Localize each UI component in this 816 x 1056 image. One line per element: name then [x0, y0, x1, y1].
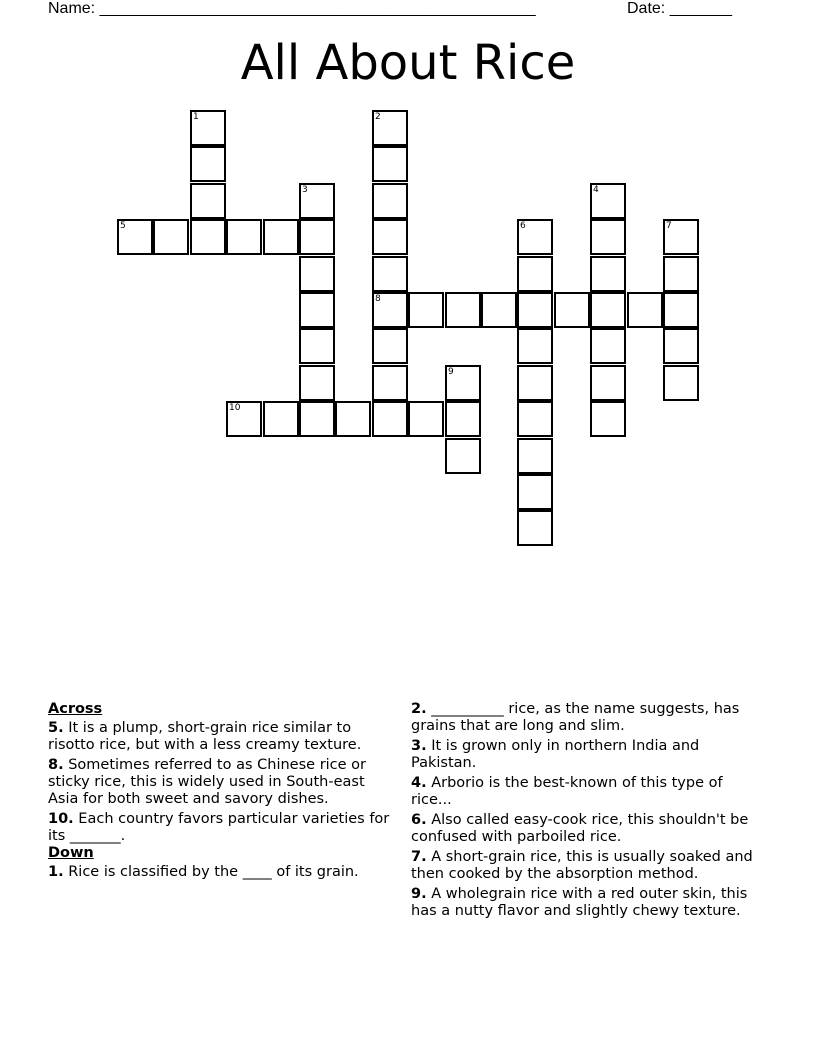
clue-text: Rice is classified by the ____ of its grain. [68, 864, 359, 880]
clue-number-label: 5 [120, 221, 126, 231]
crossword-cell[interactable] [263, 401, 299, 437]
crossword-cell[interactable] [590, 256, 626, 292]
crossword-cell[interactable] [117, 219, 153, 255]
clue-number-label: 6 [520, 221, 526, 231]
clue-text: A wholegrain rice with a red outer skin, this has a nutty flavor and slightly chewy texture. [411, 886, 748, 919]
crossword-cell[interactable] [372, 292, 408, 328]
crossword-cell[interactable] [226, 219, 262, 255]
crossword-cell[interactable] [445, 438, 481, 474]
crossword-cell[interactable] [372, 328, 408, 364]
clue-number: 6. [411, 812, 427, 828]
clue-number: 5. [48, 720, 64, 736]
clue-number: 2. [411, 701, 427, 717]
clue-number: 1. [48, 864, 64, 880]
clue-down [411, 849, 767, 883]
crossword-cell[interactable] [372, 146, 408, 182]
clue-down [48, 864, 398, 881]
clue-number: 7. [411, 849, 427, 865]
crossword-cell[interactable] [372, 401, 408, 437]
crossword-cell[interactable] [299, 328, 335, 364]
crossword-cell[interactable] [517, 219, 553, 255]
crossword-cell[interactable] [517, 365, 553, 401]
clue-text: It is a plump, short-grain rice similar to risotto rice, but with a less creamy texture. [48, 720, 362, 753]
crossword-cell[interactable] [517, 328, 553, 364]
crossword-cell[interactable] [663, 328, 699, 364]
clue-number-label: 9 [448, 367, 454, 377]
crossword-cell[interactable] [299, 183, 335, 219]
crossword-cell[interactable] [590, 328, 626, 364]
crossword-cell[interactable] [190, 146, 226, 182]
clue-across [48, 811, 398, 845]
crossword-cell[interactable] [190, 183, 226, 219]
clue-number: 3. [411, 738, 427, 754]
clues-left-column [48, 701, 398, 881]
clue-down [411, 738, 767, 772]
name-field: Name: _________________________________________________ [48, 0, 536, 17]
crossword-cell[interactable] [627, 292, 663, 328]
crossword-cell[interactable] [590, 365, 626, 401]
crossword-cell[interactable] [299, 256, 335, 292]
crossword-cell[interactable] [372, 256, 408, 292]
clue-text: A short-grain rice, this is usually soaked and then cooked by the absorption method. [411, 849, 753, 882]
crossword-cell[interactable] [153, 219, 189, 255]
crossword-cell[interactable] [408, 292, 444, 328]
clue-text: It is grown only in northern India and Pakistan. [411, 738, 700, 771]
crossword-cell[interactable] [554, 292, 590, 328]
crossword-cell[interactable] [445, 401, 481, 437]
crossword-cell[interactable] [590, 401, 626, 437]
clue-text: __________ rice, as the name suggests, has grains that are long and slim. [411, 701, 740, 734]
crossword-cell[interactable] [372, 110, 408, 146]
down-heading: Down [48, 845, 94, 861]
crossword-cell[interactable] [372, 183, 408, 219]
crossword-cell[interactable] [663, 365, 699, 401]
crossword-cell[interactable] [590, 183, 626, 219]
clue-down [411, 812, 767, 846]
clue-number: 8. [48, 757, 64, 773]
clue-text: Arborio is the best-known of this type of rice... [411, 775, 723, 808]
crossword-cell[interactable] [226, 401, 262, 437]
clue-down [411, 886, 767, 920]
crossword-cell[interactable] [590, 219, 626, 255]
crossword-cell[interactable] [517, 401, 553, 437]
clue-down [411, 701, 767, 735]
page-title: All About Rice [240, 35, 576, 91]
crossword-cell[interactable] [590, 292, 626, 328]
clue-number-label: 1 [193, 112, 199, 122]
clue-text: Sometimes referred to as Chinese rice or sticky rice, this is widely used in South-east Asia for both sweet and savory dishes. [48, 757, 367, 807]
clue-number: 4. [411, 775, 427, 791]
crossword-cell[interactable] [299, 365, 335, 401]
crossword-cell[interactable] [408, 401, 444, 437]
clue-number: 10. [48, 811, 74, 827]
crossword-cell[interactable] [299, 219, 335, 255]
clue-number-label: 8 [375, 294, 381, 304]
crossword-cell[interactable] [263, 219, 299, 255]
clue-across [48, 757, 398, 808]
clue-number-label: 2 [375, 112, 381, 122]
crossword-cell[interactable] [663, 292, 699, 328]
crossword-cell[interactable] [481, 292, 517, 328]
across-heading: Across [48, 701, 103, 717]
clue-text: Each country favors particular varieties for its _______. [48, 811, 390, 844]
crossword-cell[interactable] [299, 401, 335, 437]
crossword-cell[interactable] [372, 365, 408, 401]
clue-number-label: 3 [302, 185, 308, 195]
crossword-cell[interactable] [663, 256, 699, 292]
crossword-cell[interactable] [517, 474, 553, 510]
crossword-cell[interactable] [517, 510, 553, 546]
clue-down [411, 775, 767, 809]
clue-across [48, 720, 398, 754]
crossword-cell[interactable] [445, 292, 481, 328]
crossword-cell[interactable] [190, 110, 226, 146]
crossword-cell[interactable] [517, 256, 553, 292]
clues-right-column [411, 701, 767, 920]
crossword-cell[interactable] [517, 292, 553, 328]
crossword-cell[interactable] [445, 365, 481, 401]
clue-number-label: 4 [593, 185, 599, 195]
clue-number-label: 10 [229, 403, 241, 413]
crossword-cell[interactable] [372, 219, 408, 255]
crossword-cell[interactable] [299, 292, 335, 328]
crossword-cell[interactable] [517, 438, 553, 474]
crossword-cell[interactable] [190, 219, 226, 255]
crossword-cell[interactable] [335, 401, 371, 437]
clue-number-label: 7 [666, 221, 672, 231]
clue-text: Also called easy-cook rice, this shouldn't be confused with parboiled rice. [411, 812, 749, 845]
clue-number: 9. [411, 886, 427, 902]
date-field: Date: _______ [627, 0, 732, 17]
crossword-cell[interactable] [663, 219, 699, 255]
